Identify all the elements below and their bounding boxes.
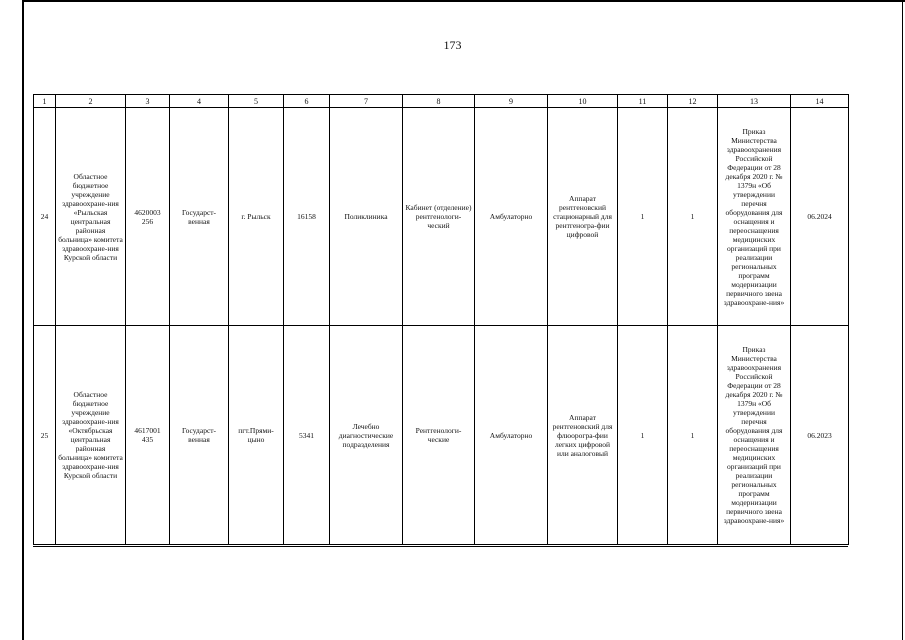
care-conditions: Амбулаторно [475,108,548,326]
column-header: 5 [229,95,284,108]
subdivision: Поликлиника [330,108,403,326]
scan-border-top [22,0,905,2]
column-header: 7 [330,95,403,108]
table-row [34,326,849,545]
column-header: 1 [34,95,56,108]
quantity-total: 1 [668,326,718,545]
ownership-form: Государст-венная [170,108,229,326]
scan-border-right [902,0,903,640]
column-header: 2 [56,95,126,108]
quantity-total: 1 [668,108,718,326]
column-header: 3 [126,95,170,108]
page-number: 173 [443,38,462,52]
care-conditions: Амбулаторно [475,326,548,545]
equipment-name: Аппарат рентгеновский для флюорогра-фии легких цифровой или аналоговый [548,326,618,545]
department: Рентгенологи-ческие [403,326,475,545]
legal-basis: Приказ Министерства здравоохранения Российской Федерации от 28 декабря 2020 г. № 1379н «Об утверждении перечня оборудования для оснащения и переоснащения медицинских организаций при реализации региональных программ модернизации первичного звена здравоохране-ния» [718,326,791,545]
table-bottom-rule [33,546,848,547]
population: 16158 [284,108,330,326]
column-header: 10 [548,95,618,108]
quantity-planned: 1 [618,108,668,326]
column-header: 11 [618,95,668,108]
equipment-table [33,94,849,545]
table-row [34,108,849,326]
column-header: 12 [668,95,718,108]
column-header: 4 [170,95,229,108]
column-header: 8 [403,95,475,108]
column-header: 13 [718,95,791,108]
subdivision: Лечебно диагностические подразделения [330,326,403,545]
institution-name: Областное бюджетное учреждение здравоохране-ния «Рыльская центральная районная больница» комитета здравоохране-ния Курской области [56,108,126,326]
department: Кабинет (отделение) рентгенологи-ческий [403,108,475,326]
deadline: 06.2023 [791,326,849,545]
equipment-name: Аппарат рентгеновский стационарный для рентгеногра-фии цифровой [548,108,618,326]
row-number: 24 [34,108,56,326]
locality: пгт.Прями-цыно [229,326,284,545]
column-header: 9 [475,95,548,108]
column-header: 6 [284,95,330,108]
ownership-form: Государст-венная [170,326,229,545]
quantity-planned: 1 [618,326,668,545]
locality: г. Рыльск [229,108,284,326]
column-header: 14 [791,95,849,108]
population: 5341 [284,326,330,545]
header-row [34,95,849,108]
legal-basis: Приказ Министерства здравоохранения Российской Федерации от 28 декабря 2020 г. № 1379н «Об утверждении перечня оборудования для оснащения и переоснащения медицинских организаций при реализации региональных программ модернизации первичного звена здравоохране-ния» [718,108,791,326]
scan-border-left [22,0,24,640]
institution-code: 4617001 435 [126,326,170,545]
row-number: 25 [34,326,56,545]
institution-code: 4620003 256 [126,108,170,326]
institution-name: Областное бюджетное учреждение здравоохране-ния «Октябрьская центральная районная больница» комитета здравоохране-ния Курской области [56,326,126,545]
deadline: 06.2024 [791,108,849,326]
